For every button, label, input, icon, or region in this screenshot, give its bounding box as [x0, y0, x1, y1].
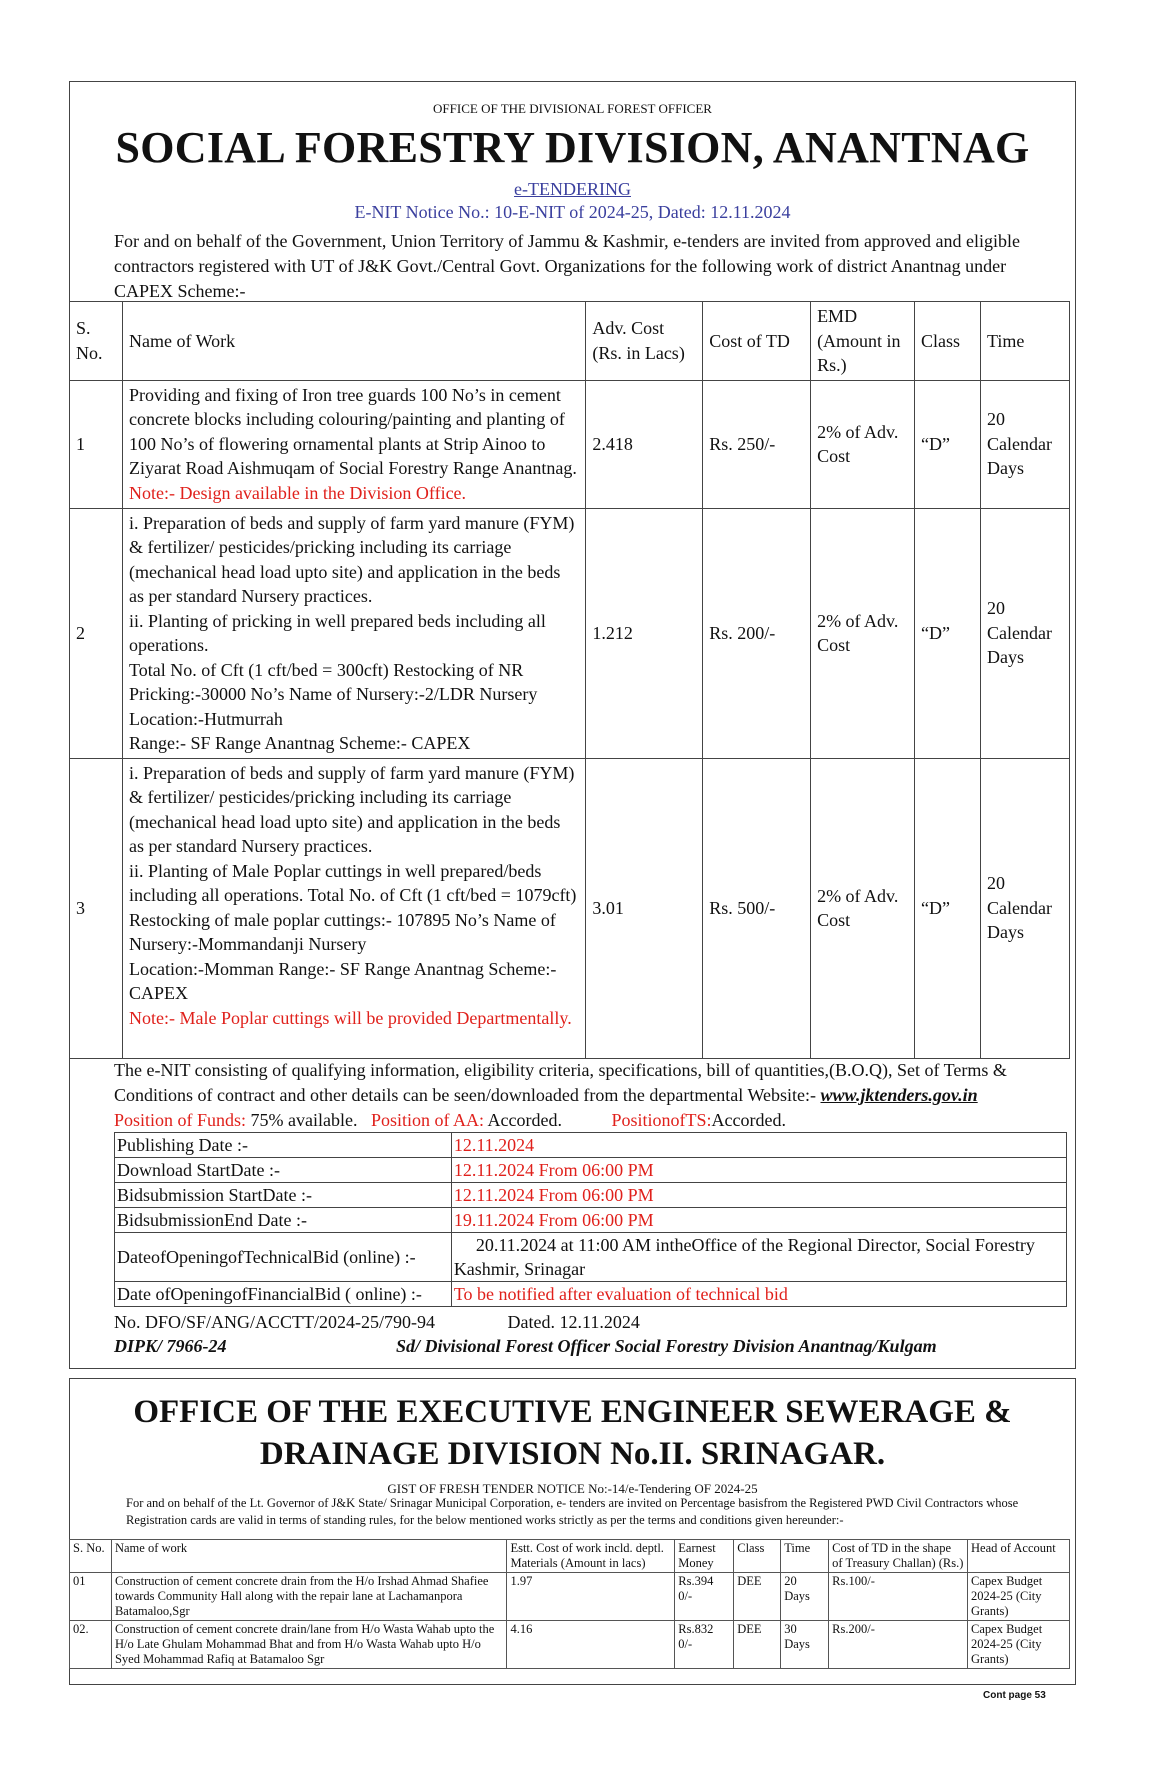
- date-value: 12.11.2024 From 06:00 PM: [451, 1158, 1066, 1183]
- signature-line: [114, 1334, 1049, 1358]
- work-line: i. Preparation of beds and supply of farm yard manure (FYM) & fertilizer/ pesticides/pricking including its carriage (mechanical head load upto site) and application in the beds as per standard Nursery practices.: [128, 512, 575, 606]
- row-head: Capex Budget 2024-25 (City Grants): [968, 1621, 1070, 1669]
- work-line: i. Preparation of beds and supply of farm yard manure (FYM) & fertilizer/ pesticides/pricking including its carriage (mechanical head load upto site) and application in the beds as per standard Nursery practices.: [128, 762, 575, 856]
- row-adv-cost: 1.212: [586, 508, 703, 758]
- table-row: [70, 758, 1070, 1058]
- row-earnest: Rs.394 0/-: [675, 1573, 734, 1621]
- position-line: [114, 1108, 1049, 1133]
- header-cost-td: Cost of TD in the shape of Treasury Challan) (Rs.): [829, 1540, 968, 1573]
- notice-sewerage-division: [69, 1378, 1076, 1685]
- reference-date: Dated. 12.11.2024: [507, 1312, 640, 1332]
- row-time: 20 Calendar Days: [980, 508, 1069, 758]
- row-head: Capex Budget 2024-25 (City Grants): [968, 1573, 1070, 1621]
- date-value: 12.11.2024: [451, 1133, 1066, 1158]
- dipk-number: DIPK/ 7966-24: [114, 1336, 227, 1356]
- date-label: Publishing Date :-: [115, 1133, 452, 1158]
- works-table: [69, 301, 1070, 1059]
- gist-line: GIST OF FRESH TENDER NOTICE No:-14/e-Tendering OF 2024-25: [387, 1481, 758, 1496]
- row-cost-td: Rs. 200/-: [703, 508, 811, 758]
- work-line: Range:- SF Range Anantnag Scheme:- CAPEX: [128, 733, 471, 753]
- row-time: 30 Days: [781, 1621, 829, 1669]
- date-label: Date ofOpeningofFinancialBid ( online) :-: [115, 1282, 452, 1307]
- row-cost: 4.16: [507, 1621, 675, 1669]
- header-emd: EMD (Amount in Rs.): [811, 302, 915, 381]
- date-row: [115, 1233, 1067, 1282]
- row-class: DEE: [734, 1621, 781, 1669]
- row-emd: 2% of Adv. Cost: [811, 758, 915, 1058]
- intro-paragraph: For and on behalf of the Government, Union Territory of Jammu & Kashmir, e-tenders are invited from approved and eligible contractors registered with UT of J&K Govt./Central Govt. Organizations for the following work of district Anantnag under CAPEX Scheme:-: [114, 231, 1020, 301]
- header-name-of-work: Name of Work: [122, 302, 585, 381]
- table-row: [70, 380, 1070, 508]
- row-work: [122, 508, 585, 758]
- work-line: ii. Planting of Male Poplar cuttings in well prepared/beds including all operations. Total No. of Cft (1 cft/bed = 1079cft) Restocking of male poplar cuttings:- 107895 No’s Name of Nursery:-Mommandanji Nursery: [128, 860, 577, 954]
- aa-value: Accorded.: [487, 1110, 563, 1130]
- enit-text: The e-NIT consisting of qualifying information, eligibility criteria, specifications, bill of quantities,(B.O.Q), Set of Terms & Conditions of contract and other details can be seen/downloaded from the departmental Website:-: [114, 1060, 1007, 1105]
- row-work: [122, 380, 585, 508]
- dates-table: [114, 1132, 1067, 1307]
- header-head-of-account: Head of Account: [968, 1540, 1070, 1573]
- header-sno: S. No.: [70, 302, 123, 381]
- row-adv-cost: 2.418: [586, 380, 703, 508]
- table-row: [70, 508, 1070, 758]
- row-work: Construction of cement concrete drain from the H/o Irshad Ahmad Shafiee towards Community Hall along with the repair lane at Lachamanpora Batamaloo,Sgr: [111, 1573, 506, 1621]
- row-class: “D”: [915, 380, 981, 508]
- table-header-row: [70, 1540, 1070, 1573]
- enit-info: [114, 1058, 1049, 1133]
- division-title: SOCIAL FORESTRY DIVISION, ANANTNAG: [115, 123, 1030, 172]
- row-sno: 01: [70, 1573, 112, 1621]
- work-note: Note:- Male Poplar cuttings will be provided Departmentally.: [128, 1007, 572, 1028]
- date-label: Bidsubmission StartDate :-: [115, 1183, 452, 1208]
- ts-value: Accorded.: [711, 1110, 787, 1130]
- work-line: Location:-Momman Range:- SF Range Anantnag Scheme:- CAPEX: [128, 958, 557, 1003]
- row-work: [122, 758, 585, 1058]
- footer-block: [114, 1310, 1049, 1358]
- work-line: Total No. of Cft (1 cft/bed = 300cft) Restocking of NR Pricking:-30000 No’s Name of Nursery:-2/LDR Nursery: [128, 659, 538, 704]
- date-value: 12.11.2024 From 06:00 PM: [451, 1183, 1066, 1208]
- title-line: DRAINAGE DIVISION No.II. SRINAGAR.: [259, 1436, 886, 1472]
- date-row: [115, 1208, 1067, 1233]
- header-cost-td: Cost of TD: [703, 302, 811, 381]
- works-table: [69, 1539, 1070, 1669]
- date-label: DateofOpeningofTechnicalBid (online) :-: [115, 1233, 452, 1282]
- funds-value: 75% available.: [250, 1110, 358, 1130]
- row-adv-cost: 3.01: [586, 758, 703, 1058]
- row-sno: 02.: [70, 1621, 112, 1669]
- row-cost-td: Rs.200/-: [829, 1621, 968, 1669]
- row-class: DEE: [734, 1573, 781, 1621]
- date-row: [115, 1133, 1067, 1158]
- work-note: Note:- Design available in the Division Office.: [128, 482, 467, 503]
- header-class: Class: [915, 302, 981, 381]
- row-class: “D”: [915, 758, 981, 1058]
- header-earnest-money: Earnest Money: [675, 1540, 734, 1573]
- date-value: To be notified after evaluation of technical bid: [451, 1282, 1066, 1307]
- row-class: “D”: [915, 508, 981, 758]
- title-line: OFFICE OF THE EXECUTIVE ENGINEER SEWERAGE &: [133, 1394, 1012, 1430]
- table-header-row: [70, 302, 1070, 381]
- row-earnest: Rs.832 0/-: [675, 1621, 734, 1669]
- header-time: Time: [781, 1540, 829, 1573]
- date-row: [115, 1282, 1067, 1307]
- row-emd: 2% of Adv. Cost: [811, 380, 915, 508]
- etendering-heading: e-TENDERING: [514, 179, 631, 199]
- website-link[interactable]: www.jktenders.gov.in: [820, 1085, 978, 1105]
- continued-page-label: Cont page 53: [983, 1690, 1046, 1701]
- header-sno: S. No.: [70, 1540, 112, 1573]
- ts-label: PositionofTS:: [611, 1110, 712, 1130]
- header-class: Class: [734, 1540, 781, 1573]
- header-estt-cost: Estt. Cost of work incld. deptl. Materials (Amount in lacs): [507, 1540, 675, 1573]
- row-time: 20 Days: [781, 1573, 829, 1621]
- row-time: 20 Calendar Days: [980, 380, 1069, 508]
- row-sno: 3: [70, 758, 123, 1058]
- row-cost: 1.97: [507, 1573, 675, 1621]
- office-line: OFFICE OF THE DIVISIONAL FOREST OFFICER: [433, 101, 712, 116]
- work-line: ii. Planting of pricking in well prepared beds including all operations.: [128, 610, 546, 655]
- date-row: [115, 1183, 1067, 1208]
- reference-number: No. DFO/SF/ANG/ACCTT/2024-25/790-94: [114, 1312, 436, 1332]
- date-label: BidsubmissionEnd Date :-: [115, 1208, 452, 1233]
- row-sno: 1: [70, 380, 123, 508]
- header-name-of-work: Name of work: [111, 1540, 506, 1573]
- date-value: 19.11.2024 From 06:00 PM: [451, 1208, 1066, 1233]
- table-row: [70, 1621, 1070, 1669]
- work-line: Location:-Hutmurrah: [128, 708, 283, 729]
- row-cost-td: Rs. 250/-: [703, 380, 811, 508]
- aa-label: Position of AA:: [371, 1110, 485, 1130]
- row-emd: 2% of Adv. Cost: [811, 508, 915, 758]
- row-cost-td: Rs. 500/-: [703, 758, 811, 1058]
- row-sno: 2: [70, 508, 123, 758]
- signatory: Sd/ Divisional Forest Officer Social Forestry Division Anantnag/Kulgam: [396, 1336, 937, 1356]
- row-time: 20 Calendar Days: [980, 758, 1069, 1058]
- row-work: Construction of cement concrete drain/lane from H/o Wasta Wahab upto the H/o Late Ghulam Mohammad Bhat and from H/o Wasta Wahab upto H/o Syed Mohammad Rafiq at Batamaloo Sgr: [111, 1621, 506, 1669]
- table-row: [70, 1573, 1070, 1621]
- intro-paragraph: For and on behalf of the Lt. Governor of J&K State/ Srinagar Municipal Corporation, e- tenders are invited on Percentage basisfrom the Registered PWD Civil Contractors whose Registration cards are valid in terms of standing rules, for the below mentioned works strictly as per the terms and conditions given hereunder:-: [126, 1496, 1019, 1527]
- date-row: [115, 1158, 1067, 1183]
- row-cost-td: Rs.100/-: [829, 1573, 968, 1621]
- notice-number: E-NIT Notice No.: 10-E-NIT of 2024-25, Dated: 12.11.2024: [354, 202, 791, 222]
- header-time: Time: [980, 302, 1069, 381]
- reference-line: [114, 1310, 1049, 1334]
- date-label: Download StartDate :-: [115, 1158, 452, 1183]
- notice-forest-division: [69, 81, 1076, 1369]
- funds-label: Position of Funds:: [114, 1110, 247, 1130]
- division-title: [70, 1391, 1075, 1475]
- work-text: Providing and fixing of Iron tree guards 100 No’s in cement concrete blocks including colouring/painting and planting of 100 No’s of flowering ornamental plants at Strip Ainoo to Ziyarat Road Aishmuqam of Social Forestry Range Anantnag.: [128, 384, 577, 478]
- header-adv-cost: Adv. Cost (Rs. in Lacs): [586, 302, 703, 381]
- date-value: 20.11.2024 at 11:00 AM intheOffice of the Regional Director, Social Forestry Kashmir, Srinagar: [451, 1233, 1066, 1282]
